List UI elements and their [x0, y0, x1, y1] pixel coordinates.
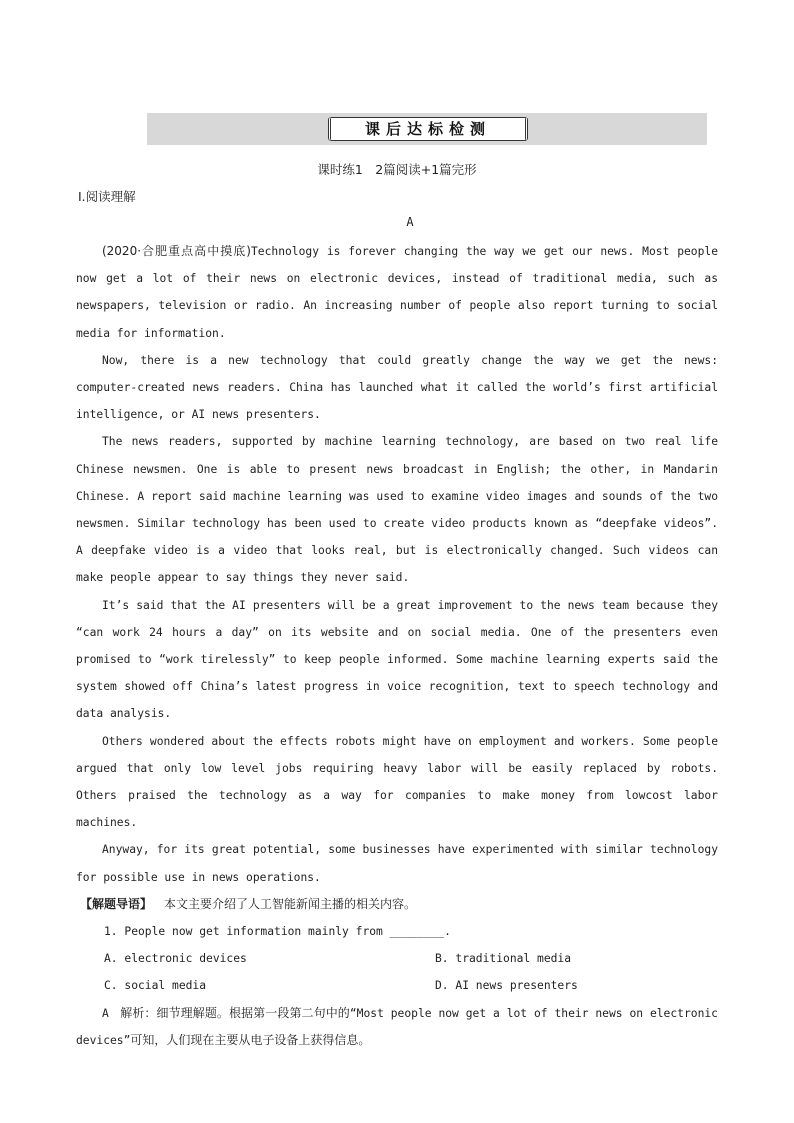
answer-analysis: A 解析：细节理解题。根据第一段第二句中的“Most people now get a lot of their news on electronic devices”可知，人们现在主要从电子设备上获得信息。 — [76, 1005, 718, 1047]
passage-body — [76, 238, 718, 1054]
options-row — [76, 972, 718, 999]
options-row — [76, 945, 718, 972]
answer-letter: A — [101, 1006, 109, 1020]
question-stem: 1. People now get information mainly from ________. — [104, 925, 451, 939]
paragraph: The news readers, supported by machine learning technology, are based on two real life Chinese newsmen. One is able to present news broadcast in English; the other, in Mandarin Chinese. A report said machine learning was used to examine video images and sounds of the two newsmen. Similar technology has been used to create video products known as “deepfake videos”. A deepfake video is a video that looks real, but is electronically changed. Such videos can make people appear to say things they never said. — [76, 435, 718, 585]
option-c: C. social media — [104, 979, 207, 993]
paragraph: It’s said that the AI presenters will be a great improvement to the news team because they “can work 24 hours a day” on its website and on social media. One of the presenters even promised to “work tirelessly” to keep people informed. Some machine learning experts said the system showed off China’s latest progress in voice recognition, text to speech technology and data analysis. — [76, 598, 718, 721]
reading-guide — [76, 891, 718, 918]
banner-title: 课后达标检测 — [328, 117, 528, 141]
lesson-subtitle: 课时练1 2篇阅读+1篇完形 — [317, 162, 477, 177]
passage-label: A — [406, 215, 414, 229]
section-heading: Ⅰ.阅读理解 — [78, 189, 136, 204]
guide-tag: 【解题导语】 — [80, 896, 153, 911]
passage-source: (2020·合肥重点高中摸底) — [101, 244, 251, 258]
guide-text: 本文主要介绍了人工智能新闻主播的相关内容。 — [164, 896, 417, 911]
option-a: A. electronic devices — [104, 952, 247, 966]
paragraph: Anyway, for its great potential, some businesses have experimented with similar technology for possible use in news operations. — [76, 843, 718, 884]
header-banner — [147, 113, 707, 145]
option-b: B. traditional media — [435, 952, 572, 966]
paragraph: (2020·合肥重点高中摸底)Technology is forever changing the way we get our news. Most people now get a lot of their news on electronic devices, instead of traditional media, such as newspapers, television or radio. An increasing number of people also report turning to social media for information. — [76, 244, 719, 340]
option-d: D. AI news presenters — [435, 979, 578, 993]
paragraph: Now, there is a new technology that could greatly change the way we get the news: computer-created news readers. China has launched what it called the world’s first artificial intelligence, or AI news presenters. — [76, 353, 718, 422]
paragraph: Others wondered about the effects robots might have on employment and workers. Some people argued that only low level jobs requiring heavy labor will be easily replaced by robots. Others praised the technology as a way for companies to make money from lowcost labor machines. — [76, 734, 718, 830]
